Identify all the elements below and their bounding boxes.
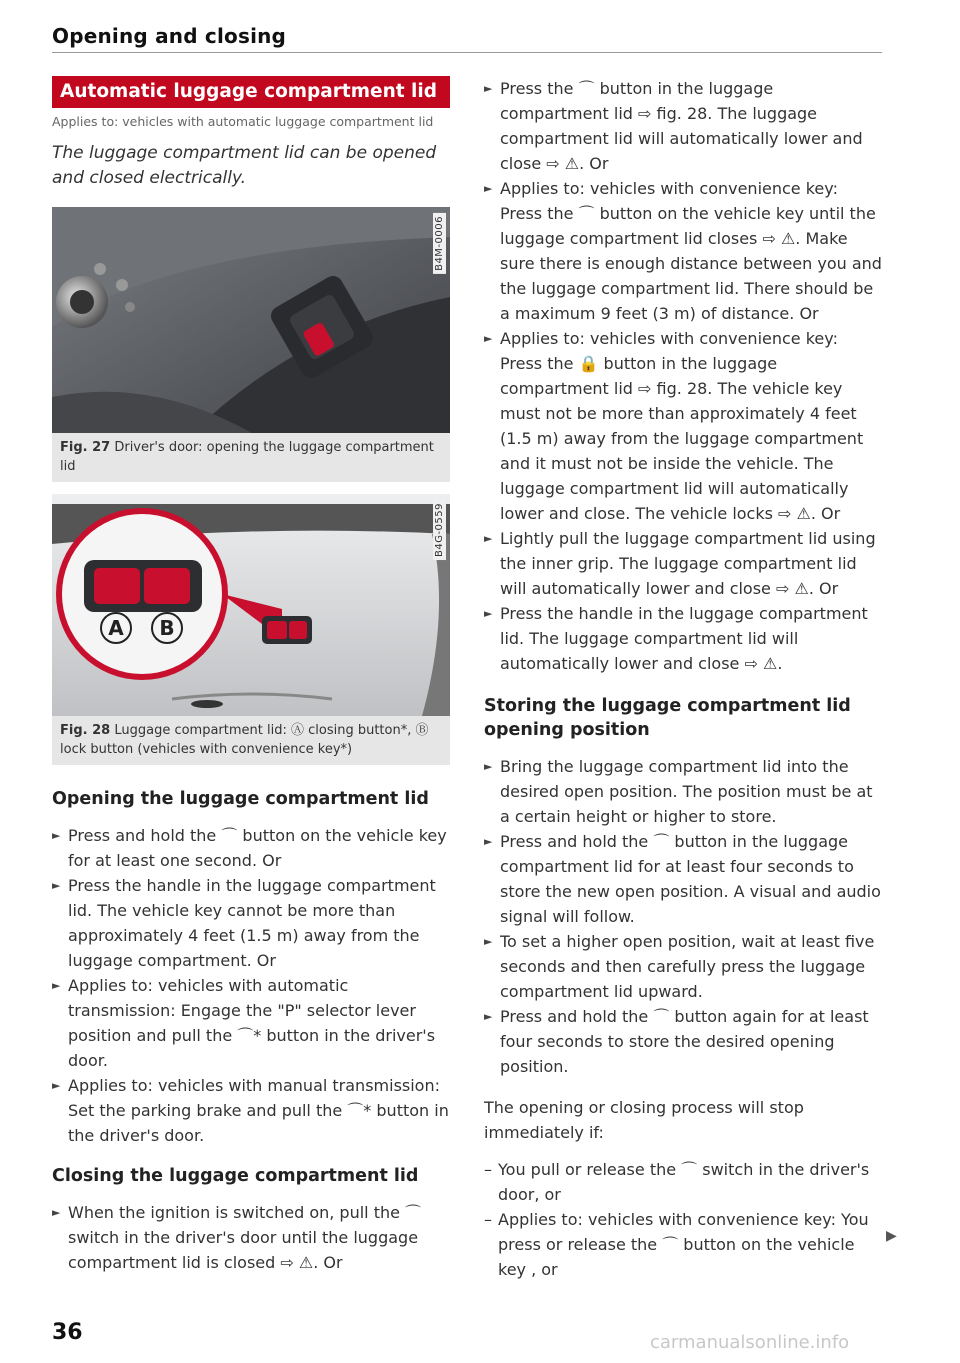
closing-heading: Closing the luggage compartment lid xyxy=(52,1166,419,1186)
storing-list xyxy=(484,754,882,1079)
figure-28-label: Fig. 28 xyxy=(60,723,111,738)
figure-28-caption xyxy=(52,716,450,765)
figure-27-caption-text: Driver's door: opening the luggage compartment lid xyxy=(60,440,434,474)
list-item: ► Press and hold the ⌒ button on the vehicle key for at least one second. Or xyxy=(52,823,450,873)
section-title: Opening and closing xyxy=(52,24,287,48)
stop-paragraph: The opening or closing process will stop immediately if: xyxy=(484,1098,804,1142)
figure-27-image xyxy=(52,207,450,433)
header-rule xyxy=(52,52,882,53)
trunk-lid-illustration xyxy=(52,494,450,716)
figure-28-caption-text: Luggage compartment lid: Ⓐ closing button*, Ⓑ lock button (vehicles with convenience key*) xyxy=(60,723,429,757)
list-item: ► When the ignition is switched on, pull the ⌒ switch in the driver's door until the luggage compartment lid is closed ⇨ ⚠. Or xyxy=(52,1200,450,1275)
stop-list xyxy=(484,1157,882,1282)
closing-list-continued xyxy=(484,76,882,676)
list-item: ► Press and hold the ⌒ button in the luggage compartment lid for at least four seconds to store the new open position. A visual and audio signal will follow. xyxy=(484,829,882,929)
right-column xyxy=(484,76,882,1282)
list-item: ► To set a higher open position, wait at least five seconds and then carefully press the luggage compartment lid upward. xyxy=(484,929,882,1004)
figure-27-caption xyxy=(52,433,450,482)
list-item: ► Press and hold the ⌒ button again for at least four seconds to store the desired opening position. xyxy=(484,1004,882,1079)
list-item: ► Press the ⌒ button in the luggage compartment lid ⇨ fig. 28. The luggage compartment lid will automatically lower and close ⇨ ⚠. Or xyxy=(484,76,882,176)
page-number: 36 xyxy=(52,1320,83,1345)
list-item: ► Bring the luggage compartment lid into the desired open position. The position must be at a certain height or higher to store. xyxy=(484,754,882,829)
figure-28-image xyxy=(52,494,450,716)
storing-heading: Storing the luggage compartment lid opening position xyxy=(484,696,851,740)
list-item: ► Applies to: vehicles with manual transmission: Set the parking brake and pull the ⌒* button in the driver's door. xyxy=(52,1073,450,1148)
figure-27 xyxy=(52,207,450,482)
list-item: – Applies to: vehicles with convenience key: You press or release the ⌒ button on the vehicle key , or xyxy=(484,1207,882,1282)
closing-list xyxy=(52,1200,450,1275)
callout-a: A xyxy=(108,616,124,640)
figure-28 xyxy=(52,494,450,765)
door-panel-illustration xyxy=(52,207,450,433)
intro-text: The luggage compartment lid can be opened and closed electrically. xyxy=(52,143,437,188)
opening-heading: Opening the luggage compartment lid xyxy=(52,789,429,809)
watermark: carmanualsonline.info xyxy=(650,1332,850,1353)
list-item: ► Press the handle in the luggage compartment lid. The luggage compartment lid will automatically lower and close ⇨ ⚠. xyxy=(484,601,882,676)
list-item: ► Lightly pull the luggage compartment lid using the inner grip. The luggage compartment lid will automatically lower and close ⇨ ⚠. Or xyxy=(484,526,882,601)
figure-27-label: Fig. 27 xyxy=(60,440,111,455)
applies-note: Applies to: vehicles with automatic luggage compartment lid xyxy=(52,114,434,129)
figure-28-code: B4G-0559 xyxy=(433,500,446,560)
list-item: – You pull or release the ⌒ switch in the driver's door, or xyxy=(484,1157,882,1207)
callout-b: B xyxy=(159,616,175,640)
list-item: ► Applies to: vehicles with convenience key: Press the ⌒ button on the vehicle key until the luggage compartment lid closes ⇨ ⚠. Make sure there is enough distance between you and the luggage compartment lid. There should be a maximum 9 feet (3 m) of distance. Or xyxy=(484,176,882,326)
topic-banner: Automatic luggage compartment lid xyxy=(52,76,450,108)
figure-27-code: B4M-0006 xyxy=(433,213,446,274)
list-item: ► Press the handle in the luggage compartment lid. The vehicle key cannot be more than approximately 4 feet (1.5 m) away from the luggage compartment. Or xyxy=(52,873,450,973)
continue-arrow-icon: ▶ xyxy=(886,1228,897,1244)
list-item: ► Applies to: vehicles with convenience key: Press the 🔒 button in the luggage compartment lid ⇨ fig. 28. The vehicle key must not be more than approximately 4 feet (1.5 m) away from the luggage compartment and it must not be inside the vehicle. The luggage compartment lid will automatically lower and close. The vehicle locks ⇨ ⚠. Or xyxy=(484,326,882,526)
list-item: ► Applies to: vehicles with automatic transmission: Engage the "P" selector lever position and pull the ⌒* button in the driver's door. xyxy=(52,973,450,1073)
left-column xyxy=(52,76,450,1275)
opening-list xyxy=(52,823,450,1148)
